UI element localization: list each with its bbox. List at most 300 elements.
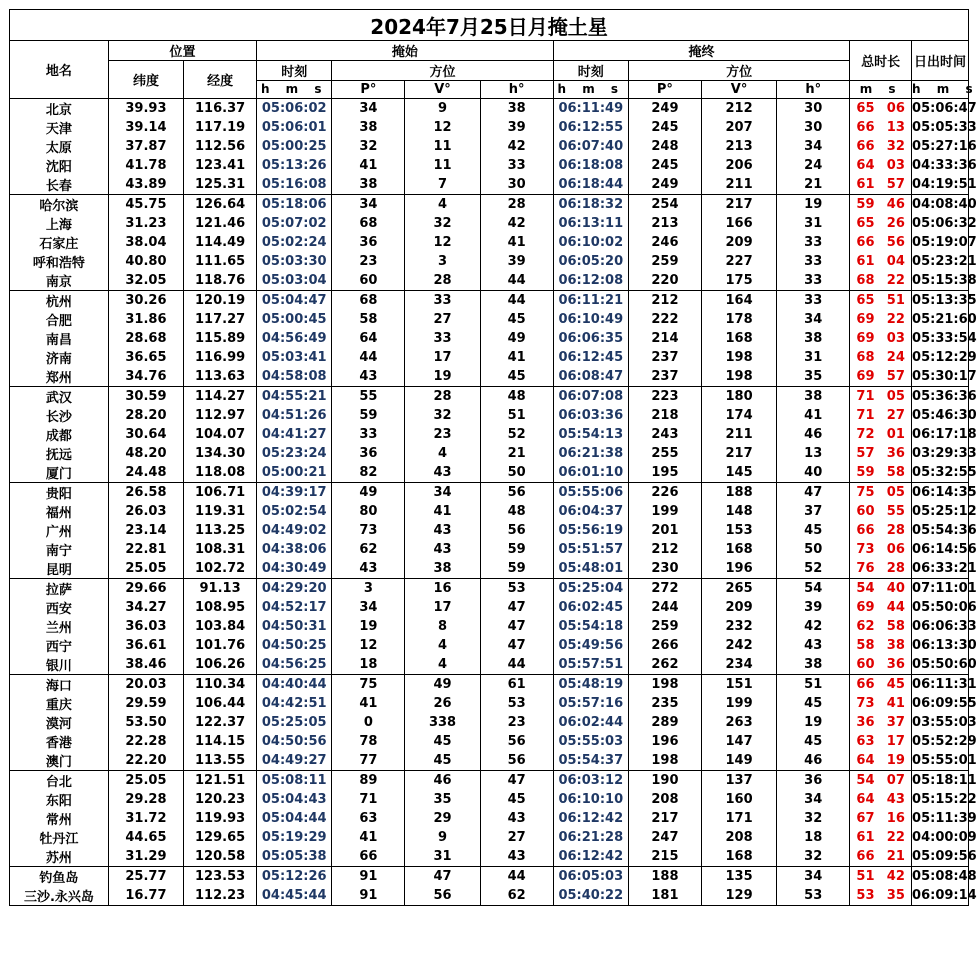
end-time: 06:12:42 (553, 847, 628, 867)
duration-seconds: 16 (881, 809, 912, 828)
duration-seconds: 43 (881, 790, 912, 809)
start-v: 9 (405, 828, 480, 847)
latitude: 31.29 (108, 847, 183, 867)
end-h: 47 (777, 483, 850, 503)
end-time: 06:12:08 (553, 271, 628, 291)
latitude: 29.28 (108, 790, 183, 809)
duration-seconds: 35 (881, 886, 912, 906)
end-p: 222 (628, 310, 701, 329)
end-h: 13 (777, 444, 850, 463)
end-p: 181 (628, 886, 701, 906)
latitude: 28.20 (108, 406, 183, 425)
start-time: 05:06:01 (257, 118, 332, 137)
sunrise-time: 05:25:12 (912, 504, 977, 519)
city-name: 拉萨 (10, 579, 109, 599)
duration-minutes: 66 (850, 137, 881, 156)
end-v: 198 (701, 367, 776, 387)
start-h: 44 (480, 867, 553, 887)
latitude: 44.65 (108, 828, 183, 847)
start-h: 56 (480, 751, 553, 771)
sunrise-time: 05:08:48 (912, 867, 969, 887)
sunrise-time: 05:15:22 (912, 792, 977, 807)
header-start-h: h° (480, 81, 553, 99)
table-row (10, 175, 969, 195)
end-p: 249 (628, 99, 701, 119)
end-v: 234 (701, 655, 776, 675)
sunrise-time: 05:50:60 (912, 655, 969, 675)
city-name: 漠河 (10, 713, 109, 732)
longitude: 117.19 (184, 118, 257, 137)
table-row (10, 617, 969, 636)
latitude: 22.81 (108, 540, 183, 559)
duration-minutes: 72 (850, 425, 881, 444)
start-v: 33 (405, 291, 480, 311)
duration-seconds: 04 (881, 252, 912, 271)
longitude: 104.07 (184, 425, 257, 444)
end-v: 180 (701, 387, 776, 407)
start-time: 05:05:38 (257, 847, 332, 867)
start-time: 05:19:29 (257, 828, 332, 847)
longitude: 117.27 (184, 310, 257, 329)
duration-minutes: 67 (850, 809, 881, 828)
end-h: 24 (777, 156, 850, 175)
end-time: 06:10:10 (553, 790, 628, 809)
end-v: 166 (701, 214, 776, 233)
duration-minutes: 63 (850, 732, 881, 751)
city-name: 长春 (10, 175, 109, 195)
city-name: 福州 (10, 502, 109, 521)
start-h: 43 (480, 847, 553, 867)
start-time: 04:45:44 (257, 886, 332, 906)
table-row (10, 425, 969, 444)
sunrise-time: 05:09:56 (912, 847, 969, 867)
start-time: 05:13:26 (257, 156, 332, 175)
start-time: 05:16:08 (257, 175, 332, 195)
city-rows (10, 99, 977, 906)
longitude: 91.13 (184, 579, 257, 599)
duration-minutes: 62 (850, 617, 881, 636)
end-time: 06:12:42 (553, 809, 628, 828)
start-p: 38 (332, 118, 405, 137)
longitude: 112.97 (184, 406, 257, 425)
duration-minutes: 58 (850, 636, 881, 655)
end-p: 259 (628, 617, 701, 636)
duration-seconds: 03 (881, 329, 912, 348)
latitude: 30.26 (108, 291, 183, 311)
longitude: 103.84 (184, 617, 257, 636)
end-time: 06:11:49 (553, 99, 628, 119)
city-name: 济南 (10, 348, 109, 367)
start-p: 41 (332, 156, 405, 175)
start-time: 05:03:30 (257, 252, 332, 271)
end-p: 223 (628, 387, 701, 407)
table-row (10, 713, 969, 732)
end-p: 226 (628, 483, 701, 503)
end-p: 245 (628, 118, 701, 137)
duration-seconds: 57 (881, 175, 912, 195)
city-name: 银川 (10, 655, 109, 675)
city-name: 合肥 (10, 310, 109, 329)
city-name: 钓鱼岛 (10, 867, 109, 887)
end-v: 232 (701, 617, 776, 636)
end-v: 171 (701, 809, 776, 828)
sunrise-time: 05:18:11 (912, 771, 969, 791)
end-time: 06:05:20 (553, 252, 628, 271)
header-end-azimuth: 方位 (628, 61, 849, 81)
start-p: 34 (332, 195, 405, 215)
end-time: 05:55:06 (553, 483, 628, 503)
start-p: 3 (332, 579, 405, 599)
longitude: 121.46 (184, 214, 257, 233)
start-v: 43 (405, 540, 480, 559)
start-time: 04:51:26 (257, 406, 332, 425)
end-p: 245 (628, 156, 701, 175)
table-row (10, 195, 969, 215)
longitude: 112.56 (184, 137, 257, 156)
latitude: 30.64 (108, 425, 183, 444)
page-title: 2024年7月25日月掩土星 (10, 10, 969, 41)
end-v: 206 (701, 156, 776, 175)
start-h: 47 (480, 771, 553, 791)
end-h: 42 (777, 617, 850, 636)
end-v: 168 (701, 847, 776, 867)
end-time: 05:49:56 (553, 636, 628, 655)
start-h: 53 (480, 579, 553, 599)
header-sunrise: 日出时间 (912, 41, 969, 81)
latitude: 30.59 (108, 387, 183, 407)
table-row (10, 732, 969, 751)
start-h: 45 (480, 367, 553, 387)
start-time: 04:40:44 (257, 675, 332, 695)
end-time: 06:21:28 (553, 828, 628, 847)
end-h: 53 (777, 886, 850, 906)
end-time: 06:07:40 (553, 137, 628, 156)
table-row (10, 598, 969, 617)
longitude: 101.76 (184, 636, 257, 655)
duration-seconds: 28 (881, 521, 912, 540)
header-end-p: P° (628, 81, 701, 99)
header-end-h: h° (777, 81, 850, 99)
end-h: 38 (777, 329, 850, 348)
start-time: 05:06:02 (257, 99, 332, 119)
sunrise-time: 05:54:36 (912, 523, 977, 538)
duration-minutes: 64 (850, 790, 881, 809)
start-v: 32 (405, 406, 480, 425)
end-h: 50 (777, 540, 850, 559)
city-name: 兰州 (10, 617, 109, 636)
table-row (10, 771, 969, 791)
end-time: 06:18:32 (553, 195, 628, 215)
end-p: 212 (628, 291, 701, 311)
city-name: 香港 (10, 732, 109, 751)
city-name: 石家庄 (10, 233, 109, 252)
table-row (10, 502, 969, 521)
end-p: 237 (628, 348, 701, 367)
end-h: 38 (777, 655, 850, 675)
start-time: 05:02:54 (257, 502, 332, 521)
duration-seconds: 06 (881, 540, 912, 559)
duration-seconds: 07 (881, 771, 912, 791)
latitude: 24.48 (108, 463, 183, 483)
longitude: 118.08 (184, 463, 257, 483)
duration-minutes: 65 (850, 99, 881, 119)
start-v: 4 (405, 444, 480, 463)
start-p: 12 (332, 636, 405, 655)
longitude: 126.64 (184, 195, 257, 215)
end-p: 248 (628, 137, 701, 156)
end-p: 217 (628, 809, 701, 828)
start-h: 59 (480, 559, 553, 579)
latitude: 34.27 (108, 598, 183, 617)
start-v: 32 (405, 214, 480, 233)
end-v: 168 (701, 540, 776, 559)
start-h: 43 (480, 809, 553, 828)
duration-seconds: 27 (881, 406, 912, 425)
duration-seconds: 24 (881, 348, 912, 367)
duration-seconds: 58 (881, 617, 912, 636)
city-name: 西宁 (10, 636, 109, 655)
longitude: 119.93 (184, 809, 257, 828)
duration-minutes: 54 (850, 579, 881, 599)
duration-minutes: 73 (850, 694, 881, 713)
start-v: 338 (405, 713, 480, 732)
latitude: 43.89 (108, 175, 183, 195)
longitude: 121.51 (184, 771, 257, 791)
end-v: 227 (701, 252, 776, 271)
end-p: 235 (628, 694, 701, 713)
end-p: 196 (628, 732, 701, 751)
end-v: 265 (701, 579, 776, 599)
start-v: 45 (405, 732, 480, 751)
end-time: 05:54:18 (553, 617, 628, 636)
end-v: 199 (701, 694, 776, 713)
duration-seconds: 26 (881, 214, 912, 233)
latitude: 37.87 (108, 137, 183, 156)
duration-minutes: 59 (850, 463, 881, 483)
start-v: 35 (405, 790, 480, 809)
latitude: 31.86 (108, 310, 183, 329)
start-time: 05:25:05 (257, 713, 332, 732)
start-v: 43 (405, 521, 480, 540)
duration-seconds: 28 (881, 559, 912, 579)
city-name: 三沙.永兴岛 (10, 886, 109, 906)
end-h: 33 (777, 252, 850, 271)
start-v: 41 (405, 502, 480, 521)
duration-minutes: 66 (850, 233, 881, 252)
city-name: 沈阳 (10, 156, 109, 175)
start-time: 04:55:21 (257, 387, 332, 407)
duration-seconds: 51 (881, 291, 912, 311)
latitude: 26.58 (108, 483, 183, 503)
start-h: 41 (480, 233, 553, 252)
city-name: 广州 (10, 521, 109, 540)
latitude: 22.20 (108, 751, 183, 771)
end-time: 06:02:45 (553, 598, 628, 617)
end-time: 06:12:55 (553, 118, 628, 137)
start-time: 05:00:25 (257, 137, 332, 156)
start-v: 27 (405, 310, 480, 329)
duration-seconds: 06 (881, 99, 912, 119)
table-row (10, 214, 969, 233)
longitude: 125.31 (184, 175, 257, 195)
start-time: 05:02:24 (257, 233, 332, 252)
start-p: 91 (332, 886, 405, 906)
start-h: 23 (480, 713, 553, 732)
duration-seconds: 01 (881, 425, 912, 444)
start-p: 66 (332, 847, 405, 867)
start-h: 52 (480, 425, 553, 444)
header-end-hms: h m s (553, 81, 628, 99)
duration-minutes: 69 (850, 310, 881, 329)
table-row (10, 790, 969, 809)
table-row (10, 444, 969, 463)
end-h: 46 (777, 425, 850, 444)
longitude: 113.63 (184, 367, 257, 387)
end-v: 263 (701, 713, 776, 732)
end-time: 06:05:03 (553, 867, 628, 887)
duration-minutes: 66 (850, 118, 881, 137)
duration-seconds: 05 (881, 483, 912, 503)
header-end-time: 时刻 (553, 61, 628, 81)
end-p: 220 (628, 271, 701, 291)
end-v: 188 (701, 483, 776, 503)
end-v: 168 (701, 329, 776, 348)
start-time: 05:03:04 (257, 271, 332, 291)
sunrise-time: 06:33:21 (912, 559, 969, 579)
end-v: 208 (701, 828, 776, 847)
end-v: 213 (701, 137, 776, 156)
latitude: 16.77 (108, 886, 183, 906)
start-time: 05:00:21 (257, 463, 332, 483)
end-time: 05:51:57 (553, 540, 628, 559)
start-v: 9 (405, 99, 480, 119)
sunrise-time: 04:33:36 (912, 158, 977, 173)
duration-seconds: 57 (881, 367, 912, 387)
start-time: 04:58:08 (257, 367, 332, 387)
latitude: 45.75 (108, 195, 183, 215)
end-v: 147 (701, 732, 776, 751)
duration-minutes: 69 (850, 598, 881, 617)
start-h: 56 (480, 483, 553, 503)
start-h: 42 (480, 137, 553, 156)
end-h: 31 (777, 348, 850, 367)
sunrise-time: 04:08:40 (912, 195, 969, 215)
start-h: 48 (480, 387, 553, 407)
start-h: 41 (480, 348, 553, 367)
start-v: 49 (405, 675, 480, 695)
start-v: 26 (405, 694, 480, 713)
start-p: 63 (332, 809, 405, 828)
city-name: 台北 (10, 771, 109, 791)
start-v: 7 (405, 175, 480, 195)
latitude: 40.80 (108, 252, 183, 271)
longitude: 113.25 (184, 521, 257, 540)
start-p: 82 (332, 463, 405, 483)
end-h: 18 (777, 828, 850, 847)
end-time: 06:04:37 (553, 502, 628, 521)
start-v: 3 (405, 252, 480, 271)
start-p: 36 (332, 444, 405, 463)
city-name: 苏州 (10, 847, 109, 867)
start-time: 05:04:47 (257, 291, 332, 311)
end-p: 201 (628, 521, 701, 540)
end-v: 198 (701, 348, 776, 367)
header-start-azimuth: 方位 (332, 61, 553, 81)
city-name: 南宁 (10, 540, 109, 559)
longitude: 122.37 (184, 713, 257, 732)
end-h: 31 (777, 214, 850, 233)
duration-seconds: 55 (881, 502, 912, 521)
end-h: 19 (777, 713, 850, 732)
end-h: 43 (777, 636, 850, 655)
latitude: 53.50 (108, 713, 183, 732)
duration-seconds: 36 (881, 444, 912, 463)
longitude: 111.65 (184, 252, 257, 271)
start-p: 71 (332, 790, 405, 809)
end-h: 51 (777, 675, 850, 695)
sunrise-time: 05:11:39 (912, 811, 977, 826)
city-name: 澳门 (10, 751, 109, 771)
start-v: 45 (405, 751, 480, 771)
table-row (10, 252, 969, 271)
latitude: 26.03 (108, 502, 183, 521)
longitude: 123.53 (184, 867, 257, 887)
end-v: 175 (701, 271, 776, 291)
end-h: 35 (777, 367, 850, 387)
header-end-v: V° (701, 81, 776, 99)
end-h: 21 (777, 175, 850, 195)
start-time: 04:56:49 (257, 329, 332, 348)
start-p: 80 (332, 502, 405, 521)
latitude: 25.05 (108, 559, 183, 579)
latitude: 25.05 (108, 771, 183, 791)
latitude: 38.46 (108, 655, 183, 675)
start-h: 39 (480, 252, 553, 271)
end-p: 190 (628, 771, 701, 791)
longitude: 102.72 (184, 559, 257, 579)
start-time: 04:49:27 (257, 751, 332, 771)
city-name: 杭州 (10, 291, 109, 311)
longitude: 108.95 (184, 598, 257, 617)
start-p: 43 (332, 367, 405, 387)
city-name: 长沙 (10, 406, 109, 425)
longitude: 116.37 (184, 99, 257, 119)
start-time: 04:50:31 (257, 617, 332, 636)
longitude: 123.41 (184, 156, 257, 175)
sunrise-time: 05:55:01 (912, 751, 969, 771)
latitude: 36.65 (108, 348, 183, 367)
start-time: 04:39:17 (257, 483, 332, 503)
sunrise-time: 06:11:31 (912, 675, 969, 695)
sunrise-time: 05:52:29 (912, 734, 977, 749)
end-p: 237 (628, 367, 701, 387)
duration-seconds: 45 (881, 675, 912, 695)
start-time: 05:04:44 (257, 809, 332, 828)
end-time: 06:18:08 (553, 156, 628, 175)
longitude: 120.19 (184, 291, 257, 311)
end-v: 145 (701, 463, 776, 483)
start-p: 62 (332, 540, 405, 559)
end-p: 199 (628, 502, 701, 521)
end-time: 06:07:08 (553, 387, 628, 407)
end-v: 207 (701, 118, 776, 137)
table-row (10, 233, 969, 252)
end-p: 259 (628, 252, 701, 271)
latitude: 23.14 (108, 521, 183, 540)
start-h: 28 (480, 195, 553, 215)
end-time: 06:08:47 (553, 367, 628, 387)
duration-seconds: 13 (881, 118, 912, 137)
